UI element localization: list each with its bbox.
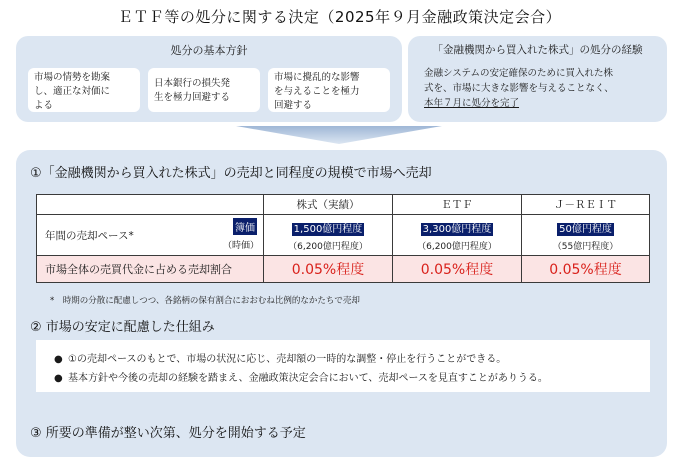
section3-heading: ③ 所要の準備が整い次第、処分を開始する予定: [30, 426, 306, 441]
sales-table: [36, 194, 650, 283]
bullet-icon: ●: [54, 373, 63, 384]
ratio-stocks: 0.05%程度: [264, 256, 393, 283]
pace-stocks: 1,500億円程度 （6,200億円程度）: [264, 215, 393, 256]
footnote: * 時期の分散に配慮しつつ、各銘柄の保有割合におおむね比例的なかたちで売却: [50, 296, 360, 306]
col-header-stocks: 株式（実績）: [264, 195, 393, 215]
main-panel: [16, 150, 667, 457]
experience-text: 金融システムの安定確保のために買入れた株 式を、市場に大きな影響を与えることなく、 本年７月に処分を完了: [424, 66, 654, 111]
basic-policy-heading: 処分の基本方針: [170, 44, 248, 57]
list-item: ● 基本方針や今後の売却の経験を踏まえ、金融政策決定会合において、売却ペースを見直すことがありうる。: [54, 373, 548, 384]
down-arrow-icon: [236, 126, 442, 144]
policy-item-3: 市場に攪乱的な影響 を与えることを極力 回避する: [268, 68, 390, 112]
col-header-etf: ＥＴＦ: [393, 195, 522, 215]
section2-heading: ② 市場の安定に配慮した仕組み: [30, 320, 215, 335]
pace-label: 年間の売却ペース*: [45, 230, 134, 242]
pace-etf: 3,300億円程度 （6,200億円程度）: [393, 215, 522, 256]
mechanism-box: [36, 340, 650, 392]
page-title: ＥＴＦ等の処分に関する決定（2025年９月金融政策決定会合）: [117, 8, 562, 26]
experience-box: [408, 36, 667, 122]
policy-item-1: 市場の情勢を勘案 し、適正な対価に よる: [28, 68, 140, 112]
table-row-pace: [37, 215, 650, 256]
market-value-label: （時価）: [222, 241, 259, 251]
pace-label-cell: [37, 215, 264, 256]
pace-jreit: 50億円程度 （55億円程度）: [522, 215, 650, 256]
experience-heading: 「金融機関から買入れた株式」の処分の経験: [432, 44, 643, 56]
bullet-icon: ●: [54, 354, 63, 365]
book-value-label: 簿価: [233, 218, 257, 235]
ratio-etf: 0.05%程度: [393, 256, 522, 283]
section1-heading: ①「金融機関から買入れた株式」の売却と同程度の規模で市場へ売却: [30, 166, 432, 181]
policy-item-2: 日本銀行の損失発 生を極力回避する: [148, 68, 260, 112]
col-header-jreit: Ｊ－ＲＥＩＴ: [522, 195, 650, 215]
basic-policy-box: [16, 36, 402, 122]
ratio-jreit: 0.05%程度: [522, 256, 650, 283]
list-item: ● ①の売却ペースのもとで、市場の状況に応じ、売却額の一時的な調整・停止を行うことができる。: [54, 354, 507, 365]
experience-completed: 本年７月に処分を完了: [424, 98, 520, 109]
ratio-label: 市場全体の売買代金に占める売却割合: [37, 256, 264, 283]
table-row-ratio: [37, 256, 650, 283]
table-corner: [37, 195, 264, 215]
